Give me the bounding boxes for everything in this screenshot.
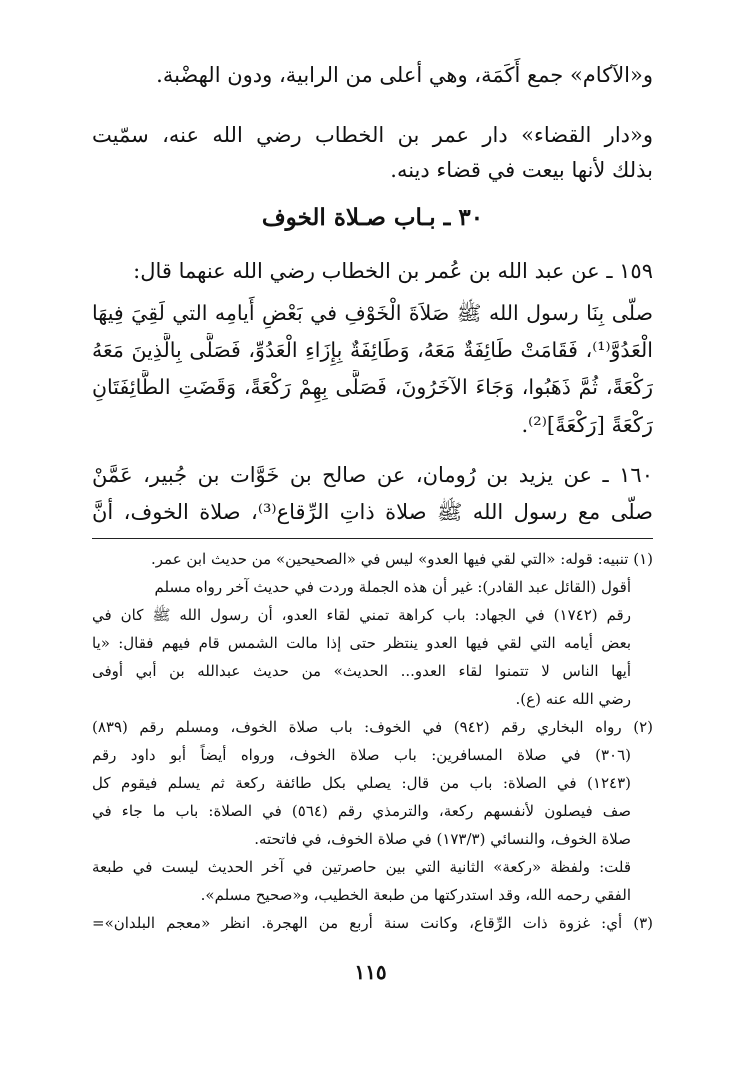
footnote-line: رضي الله عنه (ع). bbox=[515, 690, 631, 708]
footnote-line: (٢) رواه البخاري رقم (٩٤٢) في الخوف: باب صلاة الخوف، ومسلم رقم (٨٣٩) bbox=[92, 718, 653, 736]
footnote-line: بعض أيامه التي لقي فيها العدو ينتظر حتى إذا مالت الشمس قام فيهم فقال: «يا bbox=[92, 634, 631, 652]
text-line: و«دار القضاء» دار عمر بن الخطاب رضي الله عنه، سمّيت bbox=[92, 123, 653, 147]
footnote-divider bbox=[92, 538, 653, 539]
footnote-line: رقم (١٧٤٢) في الجهاد: باب كراهة تمني لقاء العدو، أن رسول الله ﷺ كان في bbox=[92, 606, 631, 624]
footnote-line: صف فيصلون لأنفسهم ركعة، والترمذي رقم (٥٦٤) في الصلاة: باب ما جاء في bbox=[92, 802, 631, 820]
footnote-line: أقول (القائل عبد القادر): غير أن هذه الجملة وردت في حديث آخر رواه مسلم bbox=[154, 578, 631, 596]
chapter-heading: ٣٠ ـ بـاب صـلاة الخوف bbox=[261, 204, 484, 231]
footnote-line: الفقي رحمه الله، وقد استدركتها من طبعة الخطيب، و«صحيح مسلم». bbox=[200, 886, 631, 904]
footnote-line: أيها الناس لا تتمنوا لقاء العدو... الحديث» من حديث عبدالله بن أبي أوفى bbox=[92, 662, 631, 680]
footnote-line: (٣٠٦) في صلاة المسافرين: باب صلاة الخوف، ورواه أيضاً أبو داود رقم bbox=[92, 746, 631, 764]
hadith-159-line: الْعَدُوَّ⁽¹⁾، فَقَامَتْ طَائِفَةٌ مَعَهُ، وَطَائِفَةٌ بِإِزَاءِ الْعَدُوِّ، فَصَلَّى بِالَّذِينَ مَعَهُ bbox=[92, 338, 653, 362]
footnote-line: (٣) أي: غزوة ذات الرِّقاع، وكانت سنة أربع من الهجرة. انظر «معجم البلدان»= bbox=[92, 914, 653, 932]
hadith-159-line: صلّى بِنَا رسول الله ﷺ صَلاَةَ الْخَوْفِ في بَعْضِ أَيامِه التي لَقِيَ فِيهَا bbox=[92, 301, 653, 325]
text-line: بذلك لأنها بيعت في قضاء دينه. bbox=[390, 158, 653, 182]
hadith-159-line: رَكْعَةً [رَكْعَةً]⁽²⁾. bbox=[521, 413, 653, 437]
footnote-line: (١) تنبيه: قوله: «التي لقي فيها العدو» ليس في «الصحيحين» من حديث ابن عمر. bbox=[150, 550, 653, 568]
footnotes bbox=[92, 545, 653, 937]
hadith-159-line: رَكْعَةً، ثُمَّ ذَهَبُوا، وَجَاءَ الآخَرُونَ، فَصَلَّى بِهِمْ رَكْعَةً، وَقَضَتِ الطَّائِفَتَانِ bbox=[92, 375, 653, 399]
footnote-line: صلاة الخوف، والنسائي (١٧٣/٣) في صلاة الخوف، في فاتحته. bbox=[254, 830, 631, 848]
page-number: ١١٥ bbox=[354, 960, 387, 984]
hadith-160-line: ١٦٠ ـ عن يزيد بن رُومان، عن صالح بن خَوَّات بن جُبير، عَمَّنْ bbox=[92, 463, 653, 487]
hadith-160-line: صلّى مع رسول الله ﷺ صلاة ذاتِ الرِّقاع⁽³⁾، صلاة الخوف، أنَّ bbox=[92, 500, 653, 524]
footnote-line: (١٢٤٣) في الصلاة: باب من قال: يصلي بكل طائفة ركعة ثم يسلم فيقوم كل bbox=[92, 774, 631, 792]
hadith-159-line: ١٥٩ ـ عن عبد الله بن عُمر بن الخطاب رضي الله عنهما قال: bbox=[133, 259, 653, 283]
text-line: و«الآكام» جمع أَكَمَة، وهي أعلى من الرابية، ودون الهضْبة. bbox=[156, 63, 653, 87]
footnote-line: قلت: ولفظة «ركعة» الثانية التي بين حاصرتين في آخر الحديث ليست في طبعة bbox=[92, 858, 631, 876]
